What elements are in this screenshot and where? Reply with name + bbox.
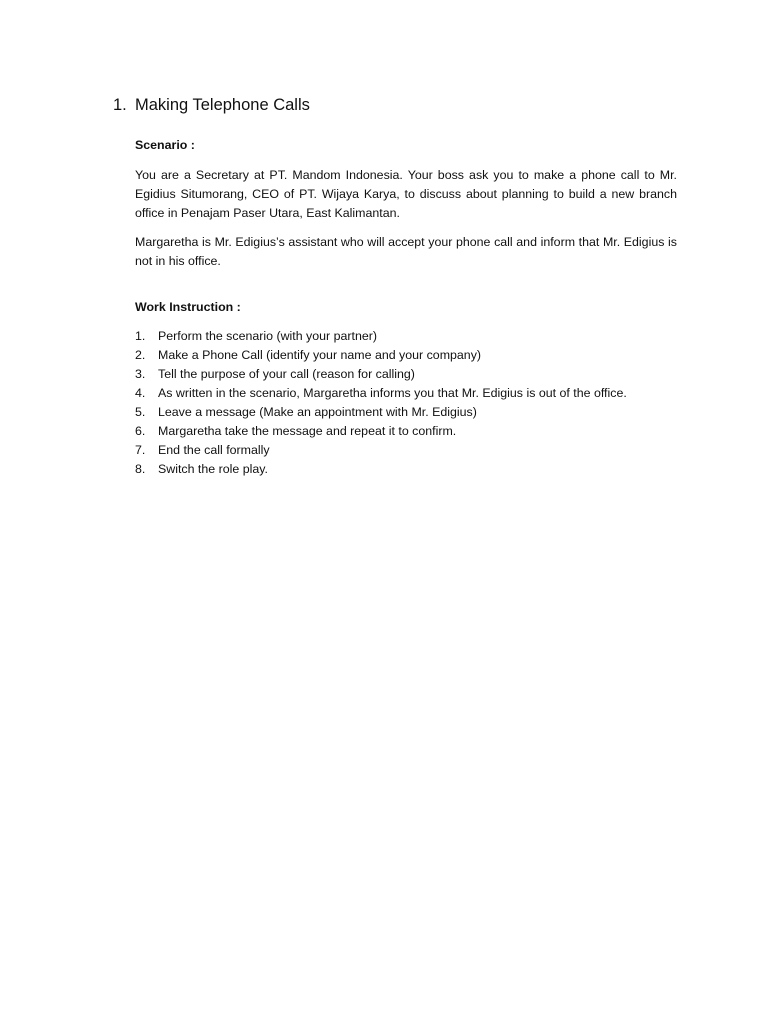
document-body	[135, 136, 677, 479]
list-item-number: 3.	[135, 367, 146, 382]
list-item	[135, 403, 677, 422]
scenario-paragraph: You are a Secretary at PT. Mandom Indonesia. Your boss ask you to make a phone call to Mr. Egidius Situmorang, CEO of PT. Wijaya Karya, to discuss about planning to build a new branch office in Penajam Paser Utara, East Kalimantan.	[135, 167, 677, 220]
section-number: 1.	[113, 96, 127, 114]
list-item-text: Margaretha take the message and repeat it to confirm.	[158, 423, 457, 438]
section-title: Making Telephone Calls	[135, 96, 310, 114]
list-item-text: Switch the role play.	[158, 461, 268, 476]
list-item-text: End the call formally	[158, 442, 270, 457]
list-item	[135, 441, 677, 460]
list-item-number: 4.	[135, 386, 146, 401]
work-instruction-label: Work Instruction :	[135, 300, 241, 315]
instruction-list	[135, 327, 677, 478]
list-item-text: As written in the scenario, Margaretha informs you that Mr. Edigius is out of the office.	[158, 386, 627, 401]
scenario-paragraph: Margaretha is Mr. Edigius’s assistant who will accept your phone call and inform that Mr. Edigius is not in his office.	[135, 234, 677, 268]
list-item	[135, 460, 677, 479]
list-item-number: 5.	[135, 404, 146, 419]
list-item	[135, 422, 677, 441]
list-item-number: 6.	[135, 423, 146, 438]
list-item-number: 1.	[135, 329, 146, 344]
list-item-number: 2.	[135, 348, 146, 363]
list-item-number: 8.	[135, 461, 146, 476]
list-item	[135, 346, 677, 365]
list-item-text: Tell the purpose of your call (reason for calling)	[158, 367, 415, 382]
list-item-text: Perform the scenario (with your partner)	[158, 329, 377, 344]
list-item	[135, 384, 677, 403]
list-item	[135, 365, 677, 384]
list-item-number: 7.	[135, 442, 146, 457]
list-item-text: Leave a message (Make an appointment with Mr. Edigius)	[158, 404, 477, 419]
scenario-label: Scenario :	[135, 138, 195, 152]
list-item-text: Make a Phone Call (identify your name and your company)	[158, 348, 482, 363]
list-item	[135, 327, 677, 346]
section-heading	[113, 94, 310, 116]
